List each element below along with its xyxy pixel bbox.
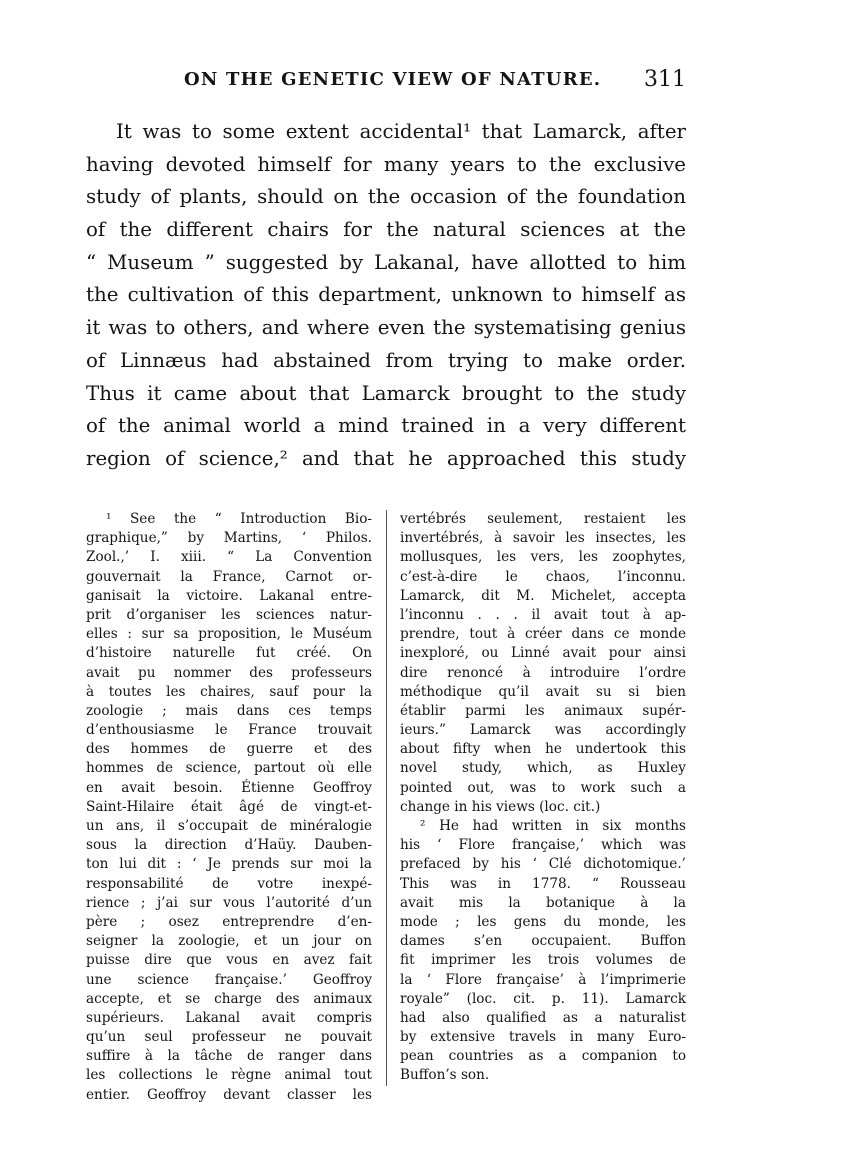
footnote-line: his ‘ Flore française,’ which was xyxy=(400,837,686,854)
footnote-line: dames s’en occupaient. Buffon xyxy=(400,933,686,950)
footnote-line: qu’un seul professeur ne pouvait xyxy=(86,1029,372,1046)
body-line: Thus it came about that Lamarck brought to the study xyxy=(86,381,686,405)
footnote-line: l’inconnu . . . il avait tout à ap- xyxy=(400,606,686,623)
footnote-line: ¹ See the “ Introduction Bio- xyxy=(106,511,372,527)
footnote-line: Buffon’s son. xyxy=(400,1067,490,1084)
footnote-line: prendre, tout à créer dans ce monde xyxy=(400,626,686,643)
footnote-line: This was in 1778. “ Rousseau xyxy=(400,875,686,892)
body-line: “ Museum ” suggested by Lakanal, have allotted to him xyxy=(86,250,686,274)
footnote-line: pean countries as a companion to xyxy=(400,1048,686,1065)
footnote-line: responsabilité de votre inexpé- xyxy=(86,875,372,892)
body-line: of Linnæus had abstained from trying to make order. xyxy=(86,348,686,372)
footnote-line: seigner la zoologie, et un jour on xyxy=(86,933,372,950)
footnote-line: ton lui dit : ‘ Je prends sur moi la xyxy=(86,856,372,873)
footnote-line: ieurs.” Lamarck was accordingly xyxy=(400,722,686,739)
footnote-line: accepte, et se charge des animaux xyxy=(86,990,372,1007)
body-line: of the different chairs for the natural sciences at the xyxy=(86,218,686,242)
body-line: of the animal world a mind trained in a very different xyxy=(86,414,686,438)
footnote-line: Zool.,’ I. xiii. “ La Convention xyxy=(86,549,372,566)
footnote-line: rience ; j’ai sur vous l’autorité d’un xyxy=(86,894,372,911)
column-divider xyxy=(386,510,387,1086)
footnote-line: une science française.’ Geoffroy xyxy=(86,971,372,988)
footnote-line: zoologie ; mais dans ces temps xyxy=(86,702,372,719)
footnote-line: la ‘ Flore française’ à l’imprimerie xyxy=(400,971,686,988)
body-line: It was to some extent accidental¹ that Lamarck, after xyxy=(116,120,686,143)
footnote-line: sous la direction d’Haüy. Dauben- xyxy=(86,837,372,854)
footnote-line: dire renoncé à introduire l’ordre xyxy=(400,664,686,681)
footnote-line: invertébrés, à savoir les insectes, les xyxy=(400,530,686,547)
page-number: 311 xyxy=(644,67,686,92)
footnote-line: about fifty when he undertook this xyxy=(400,741,686,758)
footnote-line: mode ; les gens du monde, les xyxy=(400,913,686,930)
footnote-line: c’est-à-dire le chaos, l’inconnu. xyxy=(400,568,686,585)
footnote-line: ² He had written in six months xyxy=(420,818,686,834)
body-line: study of plants, should on the occasion of the foundation xyxy=(86,185,686,209)
footnote-line: d’histoire naturelle fut créé. On xyxy=(86,645,372,662)
footnote-line: méthodique qu’il avait su si bien xyxy=(400,683,686,700)
footnote-line: Saint-Hilaire était âgé de vingt-et- xyxy=(86,798,372,815)
footnote-line: entier. Geoffroy devant classer les xyxy=(86,1086,372,1103)
footnote-line: gouvernait la France, Carnot or- xyxy=(86,568,372,585)
footnote-line: change in his views (loc. cit.) xyxy=(400,798,601,815)
footnote-line: graphique,” by Martins, ‘ Philos. xyxy=(86,530,372,547)
footnote-line: suffire à la tâche de ranger dans xyxy=(86,1048,372,1065)
footnote-line: mollusques, les vers, les zoophytes, xyxy=(400,549,686,566)
footnote-line: pointed out, was to work such a xyxy=(400,779,686,796)
footnote-line: fit imprimer les trois volumes de xyxy=(400,952,686,969)
footnote-line: elles : sur sa proposition, le Muséum xyxy=(86,626,372,643)
footnote-line: prit d’organiser les sciences natur- xyxy=(86,606,372,623)
footnote-line: novel study, which, as Huxley xyxy=(400,760,686,777)
footnote-line: ganisait la victoire. Lakanal entre- xyxy=(86,587,372,604)
body-line: region of science,² and that he approached this study xyxy=(86,446,686,470)
footnote-column-left xyxy=(86,510,372,1105)
footnotes xyxy=(86,510,686,1103)
footnote-line: by extensive travels in many Euro- xyxy=(400,1029,686,1046)
footnote-line: d’enthousiasme le France trouvait xyxy=(86,722,372,739)
footnote-line: royale” (loc. cit. p. 11). Lamarck xyxy=(400,990,686,1007)
footnote-line: père ; osez entreprendre d’en- xyxy=(86,913,372,930)
body-line: it was to others, and where even the systematising genius xyxy=(86,316,686,340)
footnote-line: établir parmi les animaux supér- xyxy=(400,702,686,719)
footnote-column-right xyxy=(400,510,686,1086)
footnote-line: hommes de science, partout où elle xyxy=(86,760,372,777)
footnote-line: supérieurs. Lakanal avait compris xyxy=(86,1009,372,1026)
footnote-line: inexploré, ou Linné avait pour ainsi xyxy=(400,645,686,662)
running-title: ON THE GENETIC VIEW OF NATURE. xyxy=(184,69,602,90)
running-head xyxy=(86,64,686,96)
footnote-line: en avait besoin. Étienne Geoffroy xyxy=(86,779,372,796)
footnote-line: avait pu nommer des professeurs xyxy=(86,664,372,681)
footnote-line: vertébrés seulement, restaient les xyxy=(400,511,686,527)
footnote-line: un ans, il s’occupait de minéralogie xyxy=(86,818,372,834)
footnote-line: des hommes de guerre et des xyxy=(86,741,372,758)
footnote-line: had also qualified as a naturalist xyxy=(400,1009,686,1026)
footnote-line: avait mis la botanique à la xyxy=(400,894,686,911)
footnote-line: Lamarck, dit M. Michelet, accepta xyxy=(400,587,686,604)
footnote-line: prefaced by his ‘ Clé dichotomique.’ xyxy=(400,856,686,873)
body-line: having devoted himself for many years to the exclusive xyxy=(86,152,686,176)
body-line: the cultivation of this department, unknown to himself as xyxy=(86,283,686,307)
footnote-line: les collections le règne animal tout xyxy=(86,1067,372,1084)
body-paragraph xyxy=(86,116,686,476)
footnote-line: puisse dire que vous en avez fait xyxy=(86,952,372,969)
footnote-line: à toutes les chaires, sauf pour la xyxy=(86,683,372,700)
